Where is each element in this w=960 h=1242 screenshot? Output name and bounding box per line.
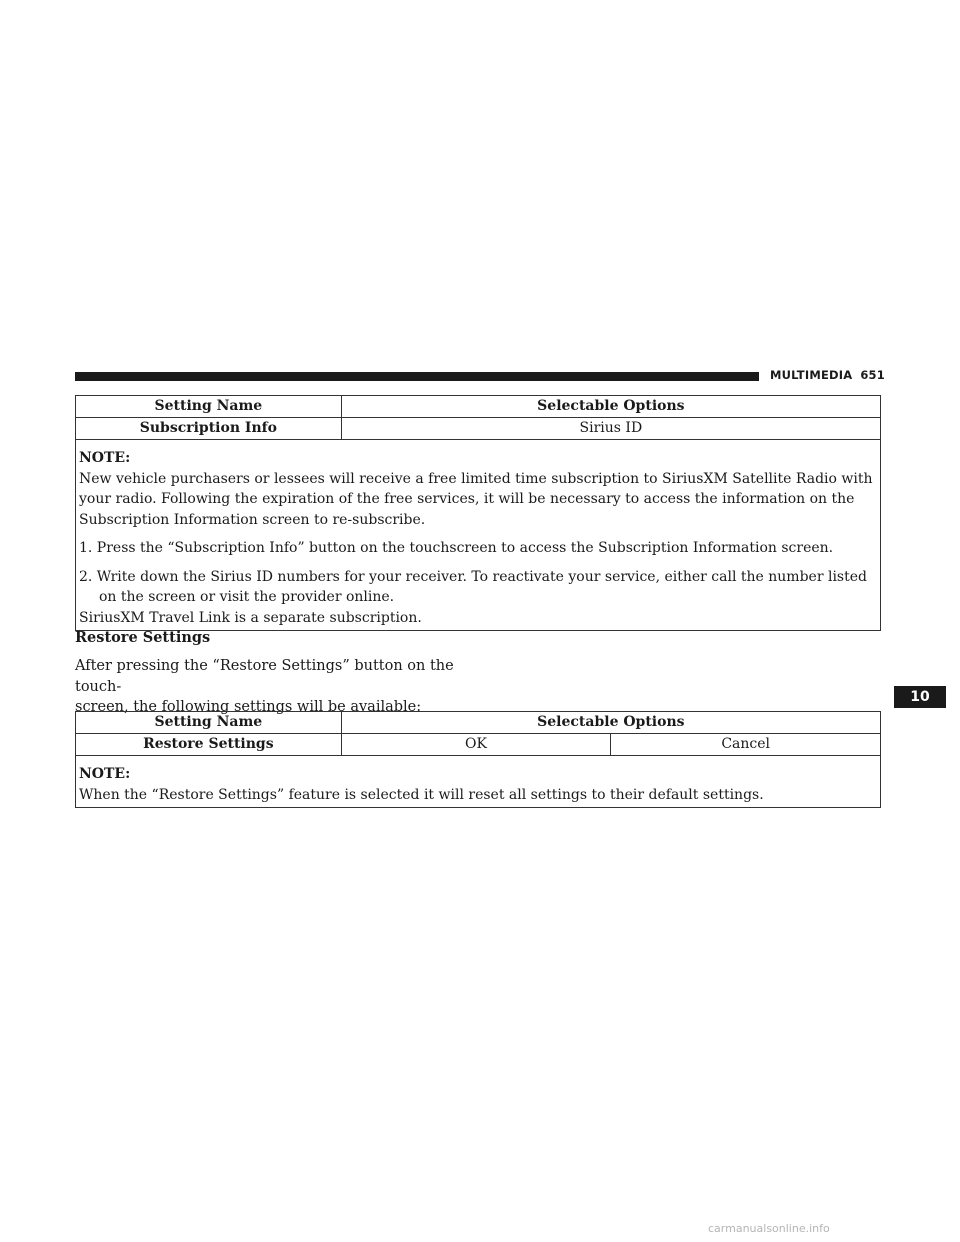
note-label: NOTE: (79, 450, 131, 466)
column-header-setting-name: Setting Name (76, 396, 342, 418)
column-header-selectable-options: Selectable Options (341, 396, 880, 418)
note-label: NOTE: (79, 766, 131, 782)
section-body (75, 656, 495, 718)
note-row (76, 756, 881, 808)
restore-settings-table (75, 711, 881, 808)
running-header (770, 368, 885, 382)
note-text: When the “Restore Settings” feature is selected it will reset all settings to their default settings. (79, 786, 764, 803)
table-row (76, 734, 881, 756)
column-header-setting-name: Setting Name (76, 712, 342, 734)
table-row (76, 418, 881, 440)
body-line-1: After pressing the “Restore Settings” button on the touch- (75, 658, 454, 695)
page-number: 651 (860, 368, 885, 382)
header-rule (75, 372, 759, 381)
step-1: 1. Press the “Subscription Info” button on the touchscreen to access the Subscription Information screen. (79, 540, 834, 556)
table-header-row (76, 396, 881, 418)
note-footer-text: SiriusXM Travel Link is a separate subscription. (79, 609, 422, 626)
note-text: New vehicle purchasers or lessees will receive a free limited time subscription to SiriusXM Satellite Radio with your radio. Following the expiration of the free services, it will be necessary to access the information on the Subscription Information screen to re-subscribe. (79, 470, 873, 528)
body-line-2: screen, the following settings will be available: (75, 699, 422, 715)
column-header-selectable-options: Selectable Options (341, 712, 880, 734)
chapter-tab: 10 (894, 686, 946, 708)
note-cell (76, 756, 881, 808)
watermark: carmanualsonline.info (708, 1222, 830, 1235)
option-cancel-cell: Cancel (611, 734, 881, 756)
note-row (76, 440, 881, 631)
note-cell (76, 440, 881, 631)
step-2: 2. Write down the Sirius ID numbers for your receiver. To reactivate your service, either call the number listed on the screen or visit the provider online. (79, 568, 867, 605)
option-cell: Sirius ID (341, 418, 880, 440)
section-heading: Restore Settings (75, 629, 211, 646)
setting-name-cell: Restore Settings (76, 734, 342, 756)
setting-name-cell: Subscription Info (76, 418, 342, 440)
subscription-settings-table (75, 395, 881, 631)
option-ok-cell: OK (341, 734, 611, 756)
table-header-row (76, 712, 881, 734)
section-name: MULTIMEDIA (770, 368, 853, 382)
